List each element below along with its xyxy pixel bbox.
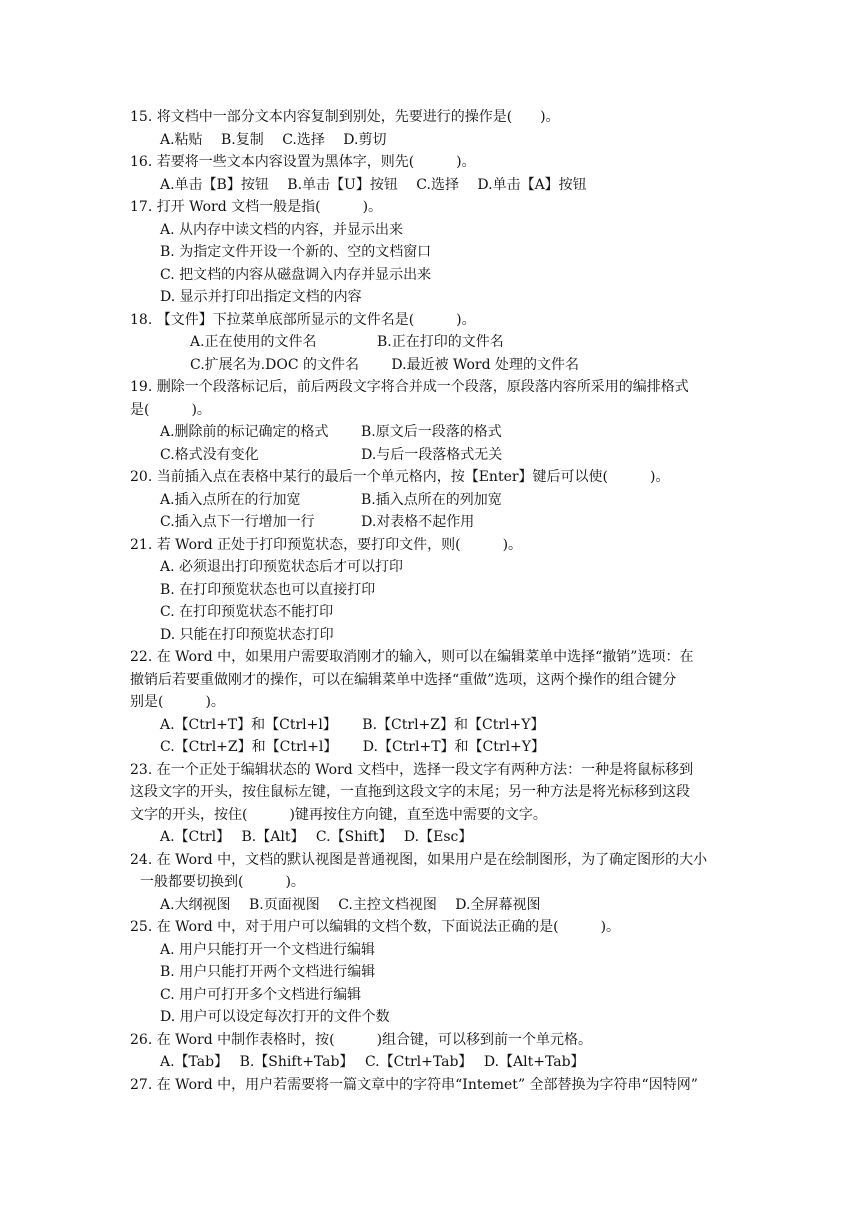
question-23-cont1: 这段文字的开头，按住鼠标左键，一直拖到这段文字的末尾；另一种方法是将光标移到这段 [130, 784, 690, 800]
question-25: 25. 在 Word 中，对于用户可以编辑的文档个数，下面说法正确的是( )。 [130, 919, 621, 935]
question-15: 15. 将文档中一部分文本内容复制到别处，先要进行的操作是( )。 [130, 109, 560, 125]
q21-option-c: C. 在打印预览状态不能打印 [160, 604, 334, 620]
q18-options-ab: A.正在使用的文件名 B.正在打印的文件名 [190, 334, 504, 350]
q24-options: A.大纲视图 B.页面视图 C.主控文档视图 D.全屏幕视图 [160, 897, 541, 913]
question-18: 18. 【文件】下拉菜单底部所显示的文件名是( )。 [130, 312, 476, 328]
q25-option-b: B. 用户只能打开两个文档进行编辑 [160, 964, 376, 980]
question-19-cont: 是( )。 [130, 402, 211, 418]
q22-options-cd: C.【Ctrl+Z】和【Ctrl+l】 D.【Ctrl+T】和【Ctrl+Y】 [160, 739, 546, 755]
question-21: 21. 若 Word 正处于打印预览状态，要打印文件，则( )。 [130, 537, 523, 553]
question-20: 20. 当前插入点在表格中某行的最后一个单元格内，按【Enter】键后可以使( )。 [130, 469, 670, 485]
q20-options-cd: C.插入点下一行增加一行 D.对表格不起作用 [160, 514, 475, 530]
q21-option-a: A. 必须退出打印预览状态后才可以打印 [160, 559, 404, 575]
question-27: 27. 在 Word 中，用户若需要将一篇文章中的字符串“Intemet” 全部替换为字符串“因特网” [130, 1077, 698, 1093]
q18-options-cd: C.扩展名为.DOC 的文件名 D.最近被 Word 处理的文件名 [190, 357, 580, 373]
q25-option-c: C. 用户可打开多个文档进行编辑 [160, 987, 362, 1003]
q17-option-a: A. 从内存中读文档的内容，并显示出来 [160, 222, 404, 238]
q19-options-ab: A.删除前的标记确定的格式 B.原文后一段落的格式 [160, 424, 502, 440]
q17-option-b: B. 为指定文件开设一个新的、空的文档窗口 [160, 244, 432, 260]
question-22: 22. 在 Word 中，如果用户需要取消刚才的输入，则可以在编辑菜单中选择“撤销”选项：在 [130, 649, 694, 665]
q19-options-cd: C.格式没有变化 D.与后一段落格式无关 [160, 447, 503, 463]
question-24-cont: 一般都要切换到( )。 [140, 874, 305, 890]
q15-options: A.粘贴 B.复制 C.选择 D.剪切 [160, 132, 387, 148]
q21-option-d: D. 只能在打印预览状态打印 [160, 627, 334, 643]
question-16: 16. 若要将一些文本内容设置为黑体字，则先( )。 [130, 154, 476, 170]
question-23-cont2: 文字的开头，按住( )键再按住方向键，直至选中需要的文字。 [130, 807, 547, 823]
question-22-cont1: 撤销后若要重做刚才的操作，可以在编辑菜单中选择“重做”选项，这两个操作的组合键分 [130, 672, 677, 688]
question-23: 23. 在一个正处于编辑状态的 Word 文档中，选择一段文字有两种方法：一种是将鼠标移到 [130, 762, 694, 778]
question-24: 24. 在 Word 中，文档的默认视图是普通视图，如果用户是在绘制图形，为了确定图形的大小 [130, 852, 708, 868]
q23-options: A.【Ctrl】 B.【Alt】 C.【Shift】 D.【Esc】 [160, 829, 473, 845]
q21-option-b: B. 在打印预览状态也可以直接打印 [160, 582, 376, 598]
question-17: 17. 打开 Word 文档一般是指( )。 [130, 199, 383, 215]
q20-options-ab: A.插入点所在的行加宽 B.插入点所在的列加宽 [160, 492, 502, 508]
q17-option-c: C. 把文档的内容从磁盘调入内存并显示出来 [160, 267, 432, 283]
question-22-cont2: 别是( )。 [130, 694, 225, 710]
q25-option-a: A. 用户只能打开一个文档进行编辑 [160, 942, 376, 958]
q25-option-d: D. 用户可以设定每次打开的文件个数 [160, 1009, 390, 1025]
question-19: 19. 删除一个段落标记后，前后两段文字将合并成一个段落，原段落内容所采用的编排格式 [130, 379, 689, 395]
q16-options: A.单击【B】按钮 B.单击【U】按钮 C.选择 D.单击【A】按钮 [160, 177, 587, 193]
q17-option-d: D. 显示并打印出指定文档的内容 [160, 289, 362, 305]
question-26: 26. 在 Word 中制作表格时，按( )组合键，可以移到前一个单元格。 [130, 1032, 593, 1048]
q22-options-ab: A.【Ctrl+T】和【Ctrl+l】 B.【Ctrl+Z】和【Ctrl+Y】 [160, 717, 545, 733]
q26-options: A.【Tab】 B.【Shift+Tab】 C.【Ctrl+Tab】 D.【Alt+Tab】 [160, 1054, 585, 1070]
